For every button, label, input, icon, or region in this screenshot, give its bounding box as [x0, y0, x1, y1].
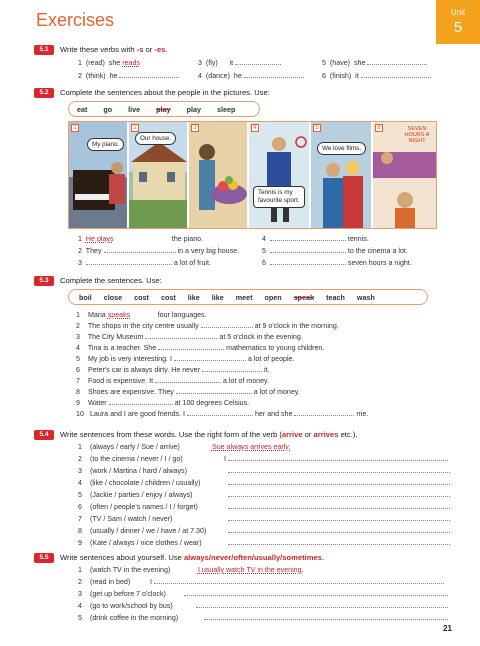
word: wash [356, 292, 375, 302]
panel-1-piano-illustration: 1 My piano. [69, 122, 129, 228]
exercise-5-3-item-4[interactable]: 4 Tina is a teacher. She mathematics to young children. [76, 344, 325, 352]
exercise-5-4-item-5[interactable]: 5 (Jackie / parties / enjoy / always) [78, 491, 450, 499]
exercise-5-3-item-2[interactable]: 2 The shops in the city centre usually at 9 o'clock in the morning. [76, 322, 339, 330]
exercise-5-5-item-3[interactable]: 3 (get up before 7 o'clock) [78, 590, 448, 598]
exercise-5-3-item-8[interactable]: 8 Shoes are expensive. They a lot of money. [76, 388, 300, 396]
exercise-5-3-item-3[interactable]: 3 The City Museum at 5 o'clock in the evening. [76, 333, 303, 341]
word-box-5-2 [68, 101, 260, 117]
couple-illustration [311, 122, 373, 228]
exercise-5-1-row-1: 1 (read) she reads [78, 59, 168, 67]
word: go [103, 104, 113, 114]
word: sleep [216, 104, 236, 114]
word: like [187, 292, 200, 302]
exercise-5-5-item-5[interactable]: 5 (drink coffee in the morning) [78, 614, 448, 622]
panel-6-caption: SEVEN HOURS A NIGHT [404, 126, 430, 144]
exercise-5-2-item-1: 1 He plays the piano. [78, 235, 204, 243]
page-title: Exercises [36, 10, 115, 30]
speech-bubble: My piano. [87, 138, 124, 151]
exercise-title-5-4: Write sentences from these words. Use the right form of the verb (arrive or arrives etc.). [60, 430, 358, 439]
panel-5-cinema-illustration: 5 We love films. [311, 122, 373, 228]
exercise-5-4-item-6[interactable]: 6 (often / people's names / I / forget) [78, 503, 450, 511]
exercise-5-4-item-7[interactable]: 7 (TV / Sam / watch / never) [78, 515, 450, 523]
answer-example: speaks [107, 311, 131, 319]
exercise-5-3-item-9[interactable]: 9 Water at 100 degrees Celsius. [76, 399, 250, 407]
fruit-illustration [189, 122, 249, 228]
exercise-5-3-item-1: 1 Maria speaks four languages. [76, 311, 207, 319]
panel-4-tennis-illustration: 4 Tennis is my favourite sport. [249, 122, 311, 228]
exercise-5-2-item-4[interactable]: 4 tennis. [262, 235, 369, 243]
word-box-5-3 [68, 289, 428, 305]
unit-label: Unit [450, 8, 466, 17]
exercise-5-2-item-5[interactable]: 5 to the cinema a lot. [262, 247, 408, 255]
exercise-badge-5-2: 5.2 [34, 88, 54, 98]
exercise-title-5-2: Complete the sentences about the people in the pictures. Use: [60, 88, 270, 97]
word: eat [77, 104, 88, 114]
exercise-5-5-item-4[interactable]: 4 (go to work/school by bus) [78, 602, 448, 610]
exercise-5-2-item-3[interactable]: 3 a lot of fruit. [78, 259, 211, 267]
panel-3-fruit-illustration: 3 [189, 122, 249, 228]
exercise-title-5-3: Complete the sentences. Use: [60, 276, 162, 285]
word: live [128, 104, 141, 114]
answer-example: I usually watch TV in the evening. [197, 566, 304, 574]
exercise-5-4-item-3[interactable]: 3 (work / Martina / hard / always) [78, 467, 450, 475]
exercise-title-5-5: Write sentences about yourself. Use always/never/often/usually/sometimes. [60, 553, 325, 562]
exercise-5-2-item-6[interactable]: 6 seven hours a night. [262, 259, 412, 267]
exercise-5-5-item-2[interactable]: 2 (read in bed) I [78, 578, 444, 586]
page-number: 21 [443, 624, 452, 633]
word: like [211, 292, 224, 302]
unit-tab [436, 0, 480, 44]
exercise-5-1-item-4[interactable]: 4 (dance) he [198, 72, 304, 80]
word-used: speak [293, 292, 315, 302]
exercise-badge-5-5: 5.5 [34, 553, 54, 563]
answer-example: Sue always arrives early. [211, 443, 291, 451]
word: play [186, 104, 201, 114]
exercise-title-5-1: Write these verbs with -s or -es. [60, 45, 168, 54]
exercise-5-1-item-6[interactable]: 6 (finish) it [322, 72, 431, 80]
word: meet [235, 292, 253, 302]
speech-bubble: Our house. [135, 132, 176, 145]
speech-bubble: Tennis is my favourite sport. [253, 186, 305, 208]
panel-6-sleep-illustration: 6 SEVEN HOURS A NIGHT [373, 122, 436, 228]
tennis-player-illustration [249, 122, 311, 228]
exercise-5-5-item-1: 1 (watch TV in the evening) I usually watch TV in the evening. [78, 566, 304, 574]
exercise-5-4-item-2[interactable]: 2 (to the cinema / never / I / go) I [78, 455, 448, 463]
exercise-5-2-item-2[interactable]: 2 They in a very big house. [78, 247, 240, 255]
unit-number: 5 [453, 19, 463, 36]
exercise-5-1-item-2[interactable]: 2 (think) he [78, 72, 179, 80]
exercise-5-3-item-7[interactable]: 7 Food is expensive. It a lot of money. [76, 377, 270, 385]
exercise-5-4-item-4[interactable]: 4 (like / chocolate / children / usually) [78, 479, 450, 487]
word: cost [134, 292, 149, 302]
speech-bubble: We love films. [317, 142, 366, 155]
word: boil [79, 292, 92, 302]
exercise-badge-5-1: 5.1 [34, 45, 54, 55]
exercise-5-4-item-8[interactable]: 8 (usually / dinner / we / have / at 7.30) [78, 527, 450, 535]
exercise-badge-5-3: 5.3 [34, 276, 54, 286]
exercise-5-4-item-9[interactable]: 9 (Kate / always / nice clothes / wear) [78, 539, 450, 547]
picture-strip [68, 121, 437, 229]
answer-example: He plays [85, 235, 114, 243]
exercise-5-1-item-5[interactable]: 5 (have) she [322, 59, 427, 67]
panel-2-house-illustration: 2 Our house. [129, 122, 189, 228]
exercise-5-1-item-3[interactable]: 3 (fly) it [198, 59, 281, 67]
exercise-5-3-item-6[interactable]: 6 Peter's car is always dirty. He never it. [76, 366, 270, 374]
exercise-5-3-item-10[interactable]: 10 Laura and I are good friends. I her and she me. [76, 410, 369, 418]
exercise-badge-5-4: 5.4 [34, 430, 54, 440]
word: open [264, 292, 282, 302]
answer-example: reads [122, 59, 140, 67]
exercise-5-4-item-1: 1 (always / early / Sue / arrive) Sue always arrives early. [78, 443, 291, 451]
word-used: play [156, 104, 171, 114]
word: close [103, 292, 123, 302]
word: teach [326, 292, 345, 302]
exercise-5-3-item-5[interactable]: 5 My job is very interesting. I a lot of people. [76, 355, 295, 363]
word: cost [160, 292, 176, 302]
